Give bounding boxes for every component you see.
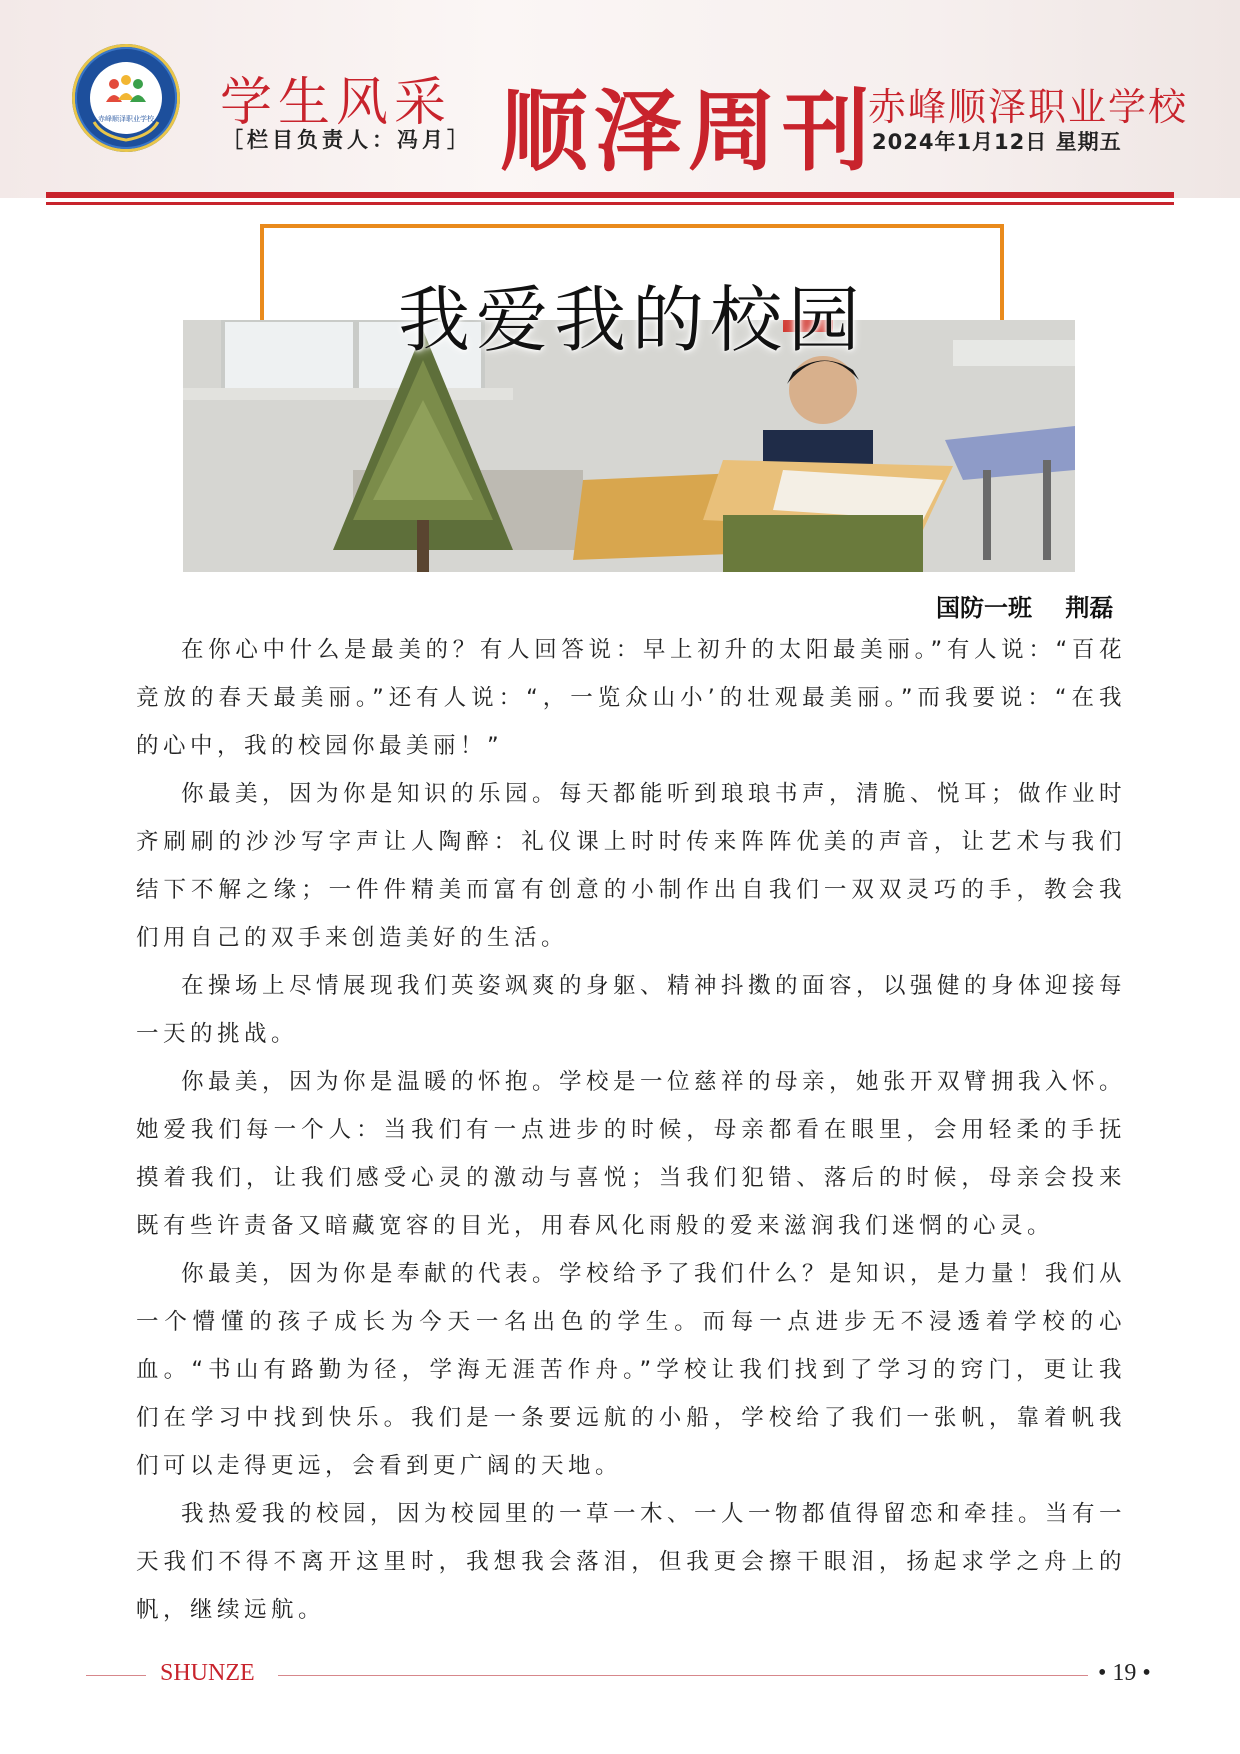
footer-brand: SHUNZE [160,1660,255,1686]
article-body [136,626,1126,1634]
footer-rule-left [86,1675,146,1676]
paragraph: 你最美，因为你是奉献的代表。学校给予了我们什么？是知识，是力量！我们从一个懵懂的孩子成长为今天一名出色的学生。而每一点进步无不浸透着学校的心血。“书山有路勤为径，学海无涯苦作舟。”学校让我们找到了学习的窍门，更让我们在学习中找到快乐。我们是一条要远航的小船，学校给了我们一张帆，靠着帆我们可以走得更远，会看到更广阔的天地。 [136,1261,1127,1479]
article-byline: 国防一班 荆磊 [936,594,1114,622]
header-rule-thick [46,192,1174,198]
masthead-title: 顺泽周刊 [500,80,877,183]
school-name: 赤峰顺泽职业学校 [868,85,1189,129]
column-title: 学生风采 [220,73,453,133]
article-title: 我爱我的校园 [397,278,866,362]
school-logo [72,44,180,152]
page-number: • 19 • [1098,1660,1151,1686]
paragraph: 在你心中什么是最美的？有人回答说：早上初升的太阳最美丽。”有人说：“百花竞放的春天最美丽。”还有人说：“，一览众山小’的壮观最美丽。”而我要说：“在我的心中，我的校园你最美丽！” [136,637,1126,759]
logo-emblem-icon [72,44,180,152]
header-rule-thin [46,202,1174,205]
logo-text: 赤峰顺泽职业学校 [98,115,154,123]
issue-date: 2024年1月12日 星期五 [872,130,1122,154]
paragraph: 你最美，因为你是温暖的怀抱。学校是一位慈祥的母亲，她张开双臂拥我入怀。她爱我们每一个人：当我们有一点进步的时候，母亲都看在眼里，会用轻柔的手抚摸着我们，让我们感受心灵的激动与喜悦；当我们犯错、落后的时候，母亲会投来既有些许责备又暗藏宽容的目光，用春风化雨般的爱来滋润我们迷惘的心灵。 [136,1069,1127,1239]
paragraph: 我热爱我的校园，因为校园里的一草一木、一人一物都值得留恋和牵挂。当有一天我们不得不离开这里时，我想我会落泪，但我更会擦干眼泪，扬起求学之舟上的帆，继续远航。 [136,1501,1127,1623]
column-editor: ［栏目负责人：冯月］ [222,128,472,152]
paragraph: 你最美，因为你是知识的乐园。每天都能听到琅琅书声，清脆、悦耳；做作业时齐刷刷的沙沙写字声让人陶醉：礼仪课上时时传来阵阵优美的声音，让艺术与我们结下不解之缘；一件件精美而富有创意的小制作出自我们一双双灵巧的手，教会我们用自己的双手来创造美好的生活。 [136,781,1127,951]
footer-rule-right [278,1675,1088,1676]
paragraph: 在操场上尽情展现我们英姿飒爽的身躯、精神抖擞的面容，以强健的身体迎接每一天的挑战。 [136,973,1127,1047]
